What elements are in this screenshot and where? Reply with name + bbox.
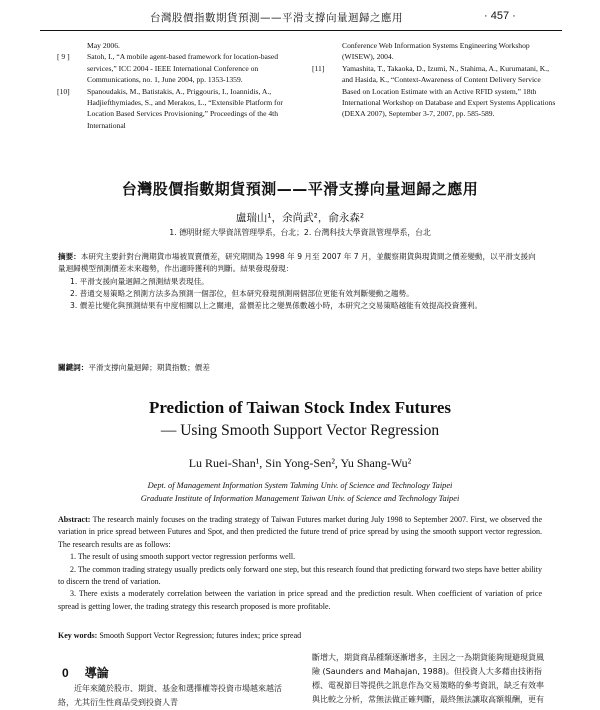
english-abstract-paragraph	[58, 514, 542, 551]
english-affiliation-1: Dept. of Management Information System Takming Univ. of Science and Technology Taipei	[147, 481, 453, 490]
reference-item	[312, 63, 558, 120]
chinese-keywords-text: 平滑支撐向量迴歸；期貨指數；價差	[88, 363, 210, 372]
running-header-title: 台灣股價指數期貨預測——平滑支撐向量迴歸之應用	[150, 12, 403, 24]
english-authors: Lu Ruei-Shan¹, Sin Yong-Sen², Yu Shang-Wu²	[188, 456, 412, 470]
chinese-affiliation: 1. 德明財經大學資訊管理學系，台北；2. 台灣科技大學資訊管理學系，台北	[169, 228, 431, 237]
body-text-left-column: 近年來隨於股市、期貨、基金和選擇權等投資市場越來越活絡，尤其衍生性商品受到投資人青	[58, 684, 282, 707]
section-heading	[62, 664, 109, 681]
page-number: · 457 ·	[484, 10, 516, 22]
chinese-abstract-paragraph	[58, 251, 542, 276]
english-abstract-label: Abstract:	[58, 515, 91, 524]
header-rule	[40, 30, 562, 31]
english-keywords	[58, 631, 542, 640]
chinese-keywords	[58, 362, 542, 373]
reference-item	[57, 40, 299, 51]
english-abstract	[58, 514, 542, 613]
english-affiliation-2: Graduate Institute of Information Management Taiwan Univ. of Science and Technology Taipei	[140, 493, 460, 503]
chinese-title: 台灣股價指數期貨預測——平滑支撐向量迴歸之應用	[121, 180, 479, 198]
section-title: 導論	[84, 666, 109, 680]
english-abstract-text: The research mainly focuses on the trading strategy of Taiwan Futures market during July 1998 to September 2007. First, we observed the variation in price spread between Futures and Spot, and then predicted the future trend of price spread by using the smooth support vector regression. The research results are as follows:	[58, 515, 542, 549]
english-keywords-label: Key words:	[58, 631, 98, 640]
reference-number: [11]	[312, 63, 325, 73]
references-left-column	[57, 40, 299, 131]
chinese-abstract-item: 3. 價差比變化與預測結果有中度相關以上之關連，當價差比之變異係數越小時，本研究之交易策略越能有效提高投資獲利。	[70, 301, 483, 311]
reference-item	[57, 86, 299, 132]
reference-text: Spanoudakis, M., Batistakis, A., Priggouris, I., Ioannidis, A., Hadjiefthymiades, S., and Merakos, L., “Extensible Platform for Location Based Services Provisioning,” Proceedings of the 4th International	[87, 86, 283, 130]
chinese-abstract-label: 摘要：	[58, 252, 81, 261]
english-subtitle: — Using Smooth Support Vector Regression	[160, 422, 440, 439]
reference-text: Satoh, I., “A mobile agent-based framework for location-based services,” ICC 2004 - IEEE International Conference on Communications, no. 1, June 2004, pp. 1353-1359.	[87, 52, 279, 85]
chinese-abstract	[58, 251, 542, 312]
reference-text: May 2006.	[87, 41, 120, 50]
chinese-keywords-label: 關鍵詞：	[58, 363, 89, 372]
chinese-abstract-item: 2. 普通交易策略之預測方法多為預測一個部位，但本研究發現預測兩個部位更能有效判斷變動之趨勢。	[70, 288, 414, 298]
reference-number: [ 9 ]	[57, 52, 70, 62]
english-abstract-item: 1. The result of using smooth support vector regression performs well.	[70, 552, 296, 562]
english-abstract-item: 3. There exists a moderately correlation between the variation in price spread and the prediction result. When coefficient of variation of price spread is getting lower, the trading strategy this research proposed is more profitable.	[58, 589, 542, 611]
section-number: 0	[62, 666, 69, 680]
chinese-authors: 盧瑞山¹，余尚武²，俞永森²	[235, 212, 365, 224]
reference-item	[57, 51, 299, 85]
running-header	[0, 6, 600, 28]
reference-item	[312, 40, 558, 63]
english-title: Prediction of Taiwan Stock Index Futures	[148, 398, 452, 417]
reference-text: Yamashita, T., Takaoka, D., Izumi, N., Stahima, A., Kurumatani, K., and Hasida, K., “Context-Awareness of Content Delivery Service Based on Location Estimate with an Active RFID system,” 18th International Workshop on Database and Expert Systems Applications (DEXA 2007), September 3-7, 2007, pp. 585-589.	[342, 63, 556, 119]
english-affiliations	[0, 480, 600, 505]
reference-number: [10]	[57, 86, 70, 96]
body-text-right-column: 斷增大，期貨商品種類逐漸增多，主因之一為期貨能夠規避現貨風險 (Saunders and Mahajan, 1988)。但投資人大多藉由技術指標、電視節目等提供之訊息作為交易策略的參考資訊，缺乏有效率與比較之分析，常無法做正確判斷，最終無法讓取高額報酬，更有	[312, 653, 544, 704]
chinese-abstract-item: 1. 平滑支援向量迴歸之預測結果表現佳。	[70, 276, 209, 286]
english-keywords-text: Smooth Support Vector Regression; futures index; price spread	[99, 631, 302, 640]
reference-text: Conference Web Information Systems Engineering Workshop (WISEW), 2004.	[342, 41, 530, 62]
english-abstract-item: 2. The common trading strategy usually predicts only forward one step, but this research found that predicting forward two steps have better ability to discern the trend of variation.	[58, 564, 542, 587]
references-right-column	[312, 40, 558, 120]
chinese-abstract-text: 本研究主要針對台灣期貨市場被買賣價差，研究期間為 1998 年 9 月至 2007 年 7 月，並觀察期貨與現貨間之價差變動，以平滑支援向量迴歸模型預測價差未來趨勢，作出適時獲利的判斷。結果發現發現：	[58, 252, 536, 274]
